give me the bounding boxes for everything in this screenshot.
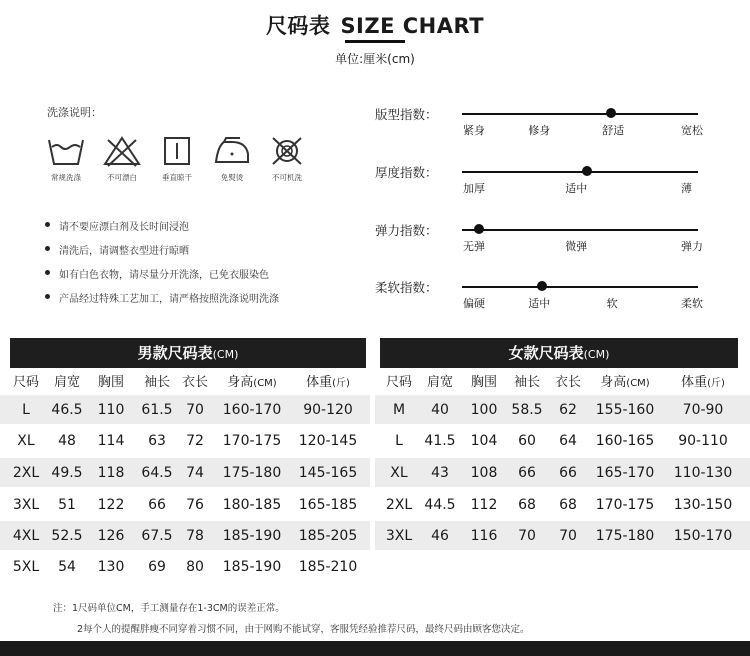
title-en: SIZE CHART <box>340 14 485 38</box>
no-machine-wash-icon <box>267 134 307 168</box>
column-header: 体重(斤) <box>681 375 725 390</box>
index-marker <box>474 224 484 234</box>
index-label: 厚度指数： <box>375 165 438 180</box>
index-marker <box>537 281 547 291</box>
table-cell: 185-205 <box>298 528 358 544</box>
index-marker <box>606 108 616 118</box>
men-table-title: 男款尺码表(CM) <box>10 338 366 368</box>
note-item: 清洗后，请调整衣型进行晾晒 <box>45 242 279 266</box>
index-tick-label: 修身 <box>528 124 551 137</box>
table-cell: 48 <box>58 433 76 449</box>
bullet-icon <box>45 222 50 227</box>
table-cell: 155-160 <box>595 402 655 418</box>
table-cell: 66 <box>148 497 166 513</box>
table-cell: 62 <box>559 402 577 418</box>
table-cell: 130 <box>97 559 125 575</box>
washing-heading: 洗涤说明： <box>47 106 102 119</box>
table-cell: 51 <box>58 497 76 513</box>
table-cell: L <box>395 433 403 449</box>
table-cell: 185-190 <box>222 559 282 575</box>
table-cell: 112 <box>470 497 498 513</box>
table-cell: 49.5 <box>51 465 83 481</box>
column-header: 肩宽 <box>53 375 80 390</box>
wash-tub-icon <box>46 134 86 168</box>
table-cell: 74 <box>186 465 204 481</box>
table-cell: 41.5 <box>424 433 456 449</box>
index-tick-label: 微弹 <box>565 240 588 253</box>
title-underline <box>345 40 405 43</box>
table-cell: 4XL <box>12 528 40 544</box>
column-header: 胸围 <box>470 375 497 390</box>
table-cell: 70 <box>186 402 204 418</box>
washing-notes <box>45 218 279 314</box>
table-cell: 185-190 <box>222 528 282 544</box>
wash-label: 免熨烫 <box>220 173 244 182</box>
table-cell: 80 <box>186 559 204 575</box>
table-cell: 64 <box>559 433 577 449</box>
hang-dry-icon <box>157 134 197 168</box>
table-cell: 58.5 <box>511 402 543 418</box>
note-item: 请不要应漂白剂及长时间浸泡 <box>45 218 279 242</box>
index-marker <box>582 166 592 176</box>
index-tick-label: 无弹 <box>463 240 485 253</box>
table-cell: 116 <box>470 528 498 544</box>
table-cell: 104 <box>470 433 498 449</box>
table-cell: 72 <box>186 433 204 449</box>
index-tick-label: 宽松 <box>681 124 703 137</box>
index-scale-line <box>462 229 698 231</box>
table-cell: 160-170 <box>222 402 282 418</box>
index-label: 柔软指数： <box>375 280 438 295</box>
column-header: 胸围 <box>97 375 124 390</box>
table-cell: 64.5 <box>141 465 173 481</box>
column-header: 袖长 <box>143 375 170 390</box>
table-cell: 110-130 <box>673 465 733 481</box>
table-cell: 100 <box>470 402 498 418</box>
table-cell: 165-170 <box>595 465 655 481</box>
index-row <box>375 163 705 208</box>
table-cell: 130-150 <box>673 497 733 513</box>
index-tick-label: 舒适 <box>602 124 625 137</box>
unit-label: 单位:厘米(cm) <box>335 52 415 66</box>
table-cell: 126 <box>97 528 125 544</box>
table-cell: 185-210 <box>298 559 358 575</box>
bullet-icon <box>45 294 50 299</box>
bottom-bar <box>0 641 750 656</box>
table-cell: 160-165 <box>595 433 655 449</box>
table-cell: 63 <box>148 433 166 449</box>
column-header: 袖长 <box>513 375 540 390</box>
index-label: 弹力指数： <box>375 223 438 238</box>
table-cell: 54 <box>58 559 76 575</box>
table-cell: 78 <box>186 528 204 544</box>
table-cell: 2XL <box>385 497 413 513</box>
title-cn: 尺码表 <box>265 14 331 38</box>
table-cell: 170-175 <box>222 433 282 449</box>
index-tick-label: 适中 <box>528 297 551 310</box>
table-cell: 46.5 <box>51 402 83 418</box>
table-cell: 114 <box>97 433 125 449</box>
wash-label: 垂直晾干 <box>162 173 192 182</box>
table-cell: 60 <box>518 433 536 449</box>
table-cell: 61.5 <box>141 402 173 418</box>
table-cell: 120-145 <box>298 433 358 449</box>
footnote-2: 2每个人的提醒胖瘦不同穿着习惯不同，由于网购不能试穿，客服凭经验推荐尺码，最终尺码由顾客您决定。 <box>77 624 530 635</box>
table-cell: 3XL <box>12 497 40 513</box>
table-cell: 70 <box>559 528 577 544</box>
column-header: 尺码 <box>12 375 39 390</box>
note-item: 如有白色衣物，请尽量分开洗涤，已免衣服染色 <box>45 266 279 290</box>
table-cell: 69 <box>148 559 166 575</box>
index-tick-label: 软 <box>606 297 618 310</box>
table-cell: 110 <box>97 402 125 418</box>
table-cell: L <box>22 402 30 418</box>
column-header: 身高(CM) <box>227 375 277 390</box>
bullet-icon <box>45 270 50 275</box>
table-cell: 170-175 <box>595 497 655 513</box>
wash-item-no-machine-wash <box>254 134 320 183</box>
index-row <box>375 105 705 150</box>
size-chart-title <box>0 10 750 40</box>
table-cell: 76 <box>186 497 204 513</box>
table-cell: XL <box>390 465 408 481</box>
wash-label: 不可漂白 <box>107 173 137 182</box>
no-bleach-icon <box>102 134 142 168</box>
index-tick-label: 适中 <box>565 182 588 195</box>
column-header: 体重(斤) <box>306 375 350 390</box>
table-cell: 90-110 <box>678 433 728 449</box>
table-cell: 68 <box>518 497 536 513</box>
table-cell: 67.5 <box>141 528 173 544</box>
index-row <box>375 221 705 266</box>
table-cell: XL <box>17 433 35 449</box>
table-cell: 165-185 <box>298 497 358 513</box>
table-cell: 118 <box>97 465 125 481</box>
table-cell: 175-180 <box>595 528 655 544</box>
footnote-1: 注：1尺码单位CM，手工测量存在1-3CM的误差正常。 <box>53 603 285 614</box>
table-cell: 66 <box>518 465 536 481</box>
table-cell: 3XL <box>385 528 413 544</box>
index-row <box>375 278 705 323</box>
table-cell: 90-120 <box>303 402 353 418</box>
column-header: 尺码 <box>385 375 412 390</box>
table-cell: 180-185 <box>222 497 282 513</box>
table-cell: 52.5 <box>51 528 83 544</box>
index-tick-label: 偏硬 <box>463 297 485 310</box>
column-header: 身高(CM) <box>600 375 650 390</box>
index-tick-label: 薄 <box>681 182 692 195</box>
table-cell: 108 <box>470 465 498 481</box>
index-tick-label: 紧身 <box>463 124 485 137</box>
index-tick-label: 加厚 <box>463 182 485 195</box>
table-cell: 150-170 <box>673 528 733 544</box>
index-tick-label: 柔软 <box>681 297 703 310</box>
table-cell: 70 <box>518 528 536 544</box>
wash-label: 常规洗涤 <box>51 173 81 182</box>
table-cell: 175-180 <box>222 465 282 481</box>
note-item: 产品经过特殊工艺加工，请严格按照洗涤说明洗涤 <box>45 290 279 314</box>
table-cell: 145-165 <box>298 465 358 481</box>
table-cell: 43 <box>431 465 449 481</box>
table-cell: 66 <box>559 465 577 481</box>
table-cell: 40 <box>431 402 449 418</box>
table-cell: 70-90 <box>682 402 724 418</box>
table-cell: 5XL <box>12 559 40 575</box>
column-header: 肩宽 <box>426 375 453 390</box>
index-tick-label: 弹力 <box>681 240 703 253</box>
column-header: 衣长 <box>554 375 581 390</box>
wash-label: 不可机洗 <box>272 173 302 182</box>
table-cell: 122 <box>97 497 125 513</box>
women-table-title: 女款尺码表(CM) <box>380 338 738 368</box>
bullet-icon <box>45 246 50 251</box>
table-cell: 46 <box>431 528 449 544</box>
index-scale-line <box>462 113 698 115</box>
table-cell: 68 <box>559 497 577 513</box>
index-scale-line <box>462 171 698 173</box>
index-scale-line <box>462 286 698 288</box>
column-header: 衣长 <box>181 375 208 390</box>
index-label: 版型指数： <box>375 107 438 122</box>
table-cell: M <box>392 402 406 418</box>
table-cell: 2XL <box>12 465 40 481</box>
table-cell: 44.5 <box>424 497 456 513</box>
no-iron-icon <box>212 134 252 168</box>
